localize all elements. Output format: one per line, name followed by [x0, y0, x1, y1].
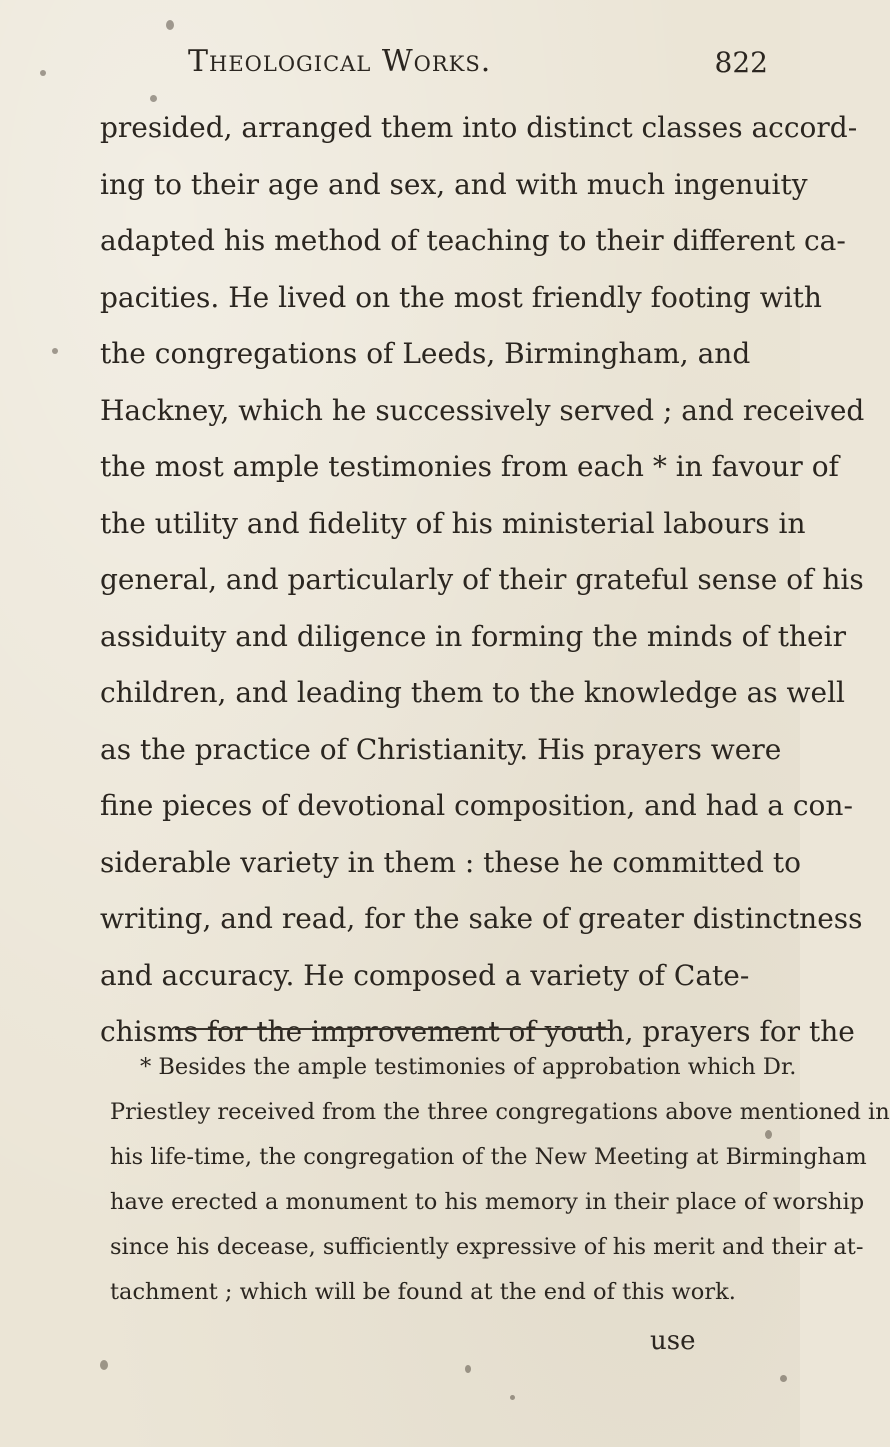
footnote-line: * Besides the ample testimonies of approbation which Dr. — [140, 1054, 797, 1080]
paper-speck — [52, 348, 58, 354]
paper-speck — [780, 1375, 787, 1382]
body-line: and accuracy. He composed a variety of Cate- — [100, 958, 750, 992]
body-line: pacities. He lived on the most friendly footing with — [100, 280, 822, 314]
paper-speck — [765, 1130, 772, 1139]
body-line: as the practice of Christianity. His prayers were — [100, 732, 782, 766]
running-title: Theological Works. — [188, 44, 492, 79]
body-line: adapted his method of teaching to their different ca- — [100, 224, 846, 257]
paper-speck — [100, 1360, 108, 1370]
page-number: 822 — [714, 46, 768, 79]
footnote-line: have erected a monument to his memory in their place of worship — [110, 1189, 865, 1215]
body-line: assiduity and diligence in forming the minds of their — [100, 619, 846, 653]
page-header — [150, 44, 770, 88]
body-line: fine pieces of devotional composition, and had a con- — [100, 789, 853, 822]
body-line: the most ample testimonies from each * in favour of — [100, 450, 839, 483]
catchword: use — [650, 1326, 696, 1356]
body-text — [100, 100, 865, 1061]
paper-speck — [465, 1365, 471, 1373]
body-line: Hackney, which he successively served ; and received — [100, 393, 865, 427]
body-line: writing, and read, for the sake of greater distinctness — [100, 902, 863, 935]
footnote-divider — [175, 1028, 610, 1030]
footnote-line: Priestley received from the three congregations above mentioned in — [110, 1099, 890, 1125]
body-line: general, and particularly of their grateful sense of his — [100, 563, 864, 596]
footnote — [110, 1045, 890, 1315]
footnote-line: since his decease, sufficiently expressive of his merit and their at- — [110, 1234, 864, 1260]
body-line: siderable variety in them : these he committed to — [100, 845, 801, 879]
body-line: children, and leading them to the knowledge as well — [100, 676, 845, 709]
paper-speck — [40, 70, 46, 76]
body-line: the congregations of Leeds, Birmingham, and — [100, 337, 751, 370]
body-line: the utility and fidelity of his ministerial labours in — [100, 506, 806, 540]
body-line: ing to their age and sex, and with much ingenuity — [100, 167, 808, 201]
paper-speck — [510, 1395, 515, 1400]
body-line: presided, arranged them into distinct classes accord- — [100, 111, 858, 144]
footnote-line: his life-time, the congregation of the New Meeting at Birmingham — [110, 1144, 867, 1170]
paper-speck — [150, 95, 157, 102]
paper-speck — [166, 20, 174, 30]
body-line: chisms for the improvement of youth, prayers for the — [100, 1015, 855, 1048]
footnote-line: tachment ; which will be found at the end of this work. — [110, 1279, 736, 1305]
